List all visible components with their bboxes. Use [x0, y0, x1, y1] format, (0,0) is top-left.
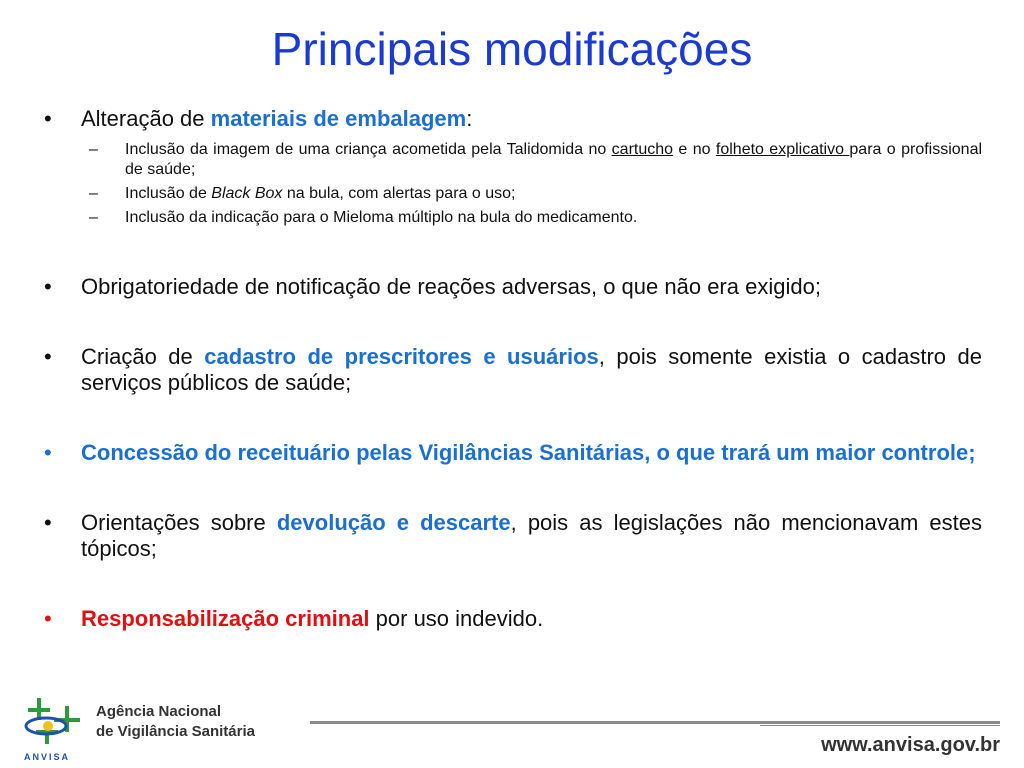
sub-marker: –	[89, 209, 98, 226]
bullet-item	[44, 510, 982, 562]
slide-title: Principais modificações	[271, 23, 753, 75]
sub-list	[89, 140, 982, 228]
sub-item	[89, 140, 982, 180]
bullet-marker: •	[44, 344, 52, 369]
italic-term: Black Box	[211, 185, 283, 202]
anvisa-logo-icon	[14, 690, 94, 764]
sub-text-part: Inclusão da imagem de uma criança acometida pela Talidomida no	[125, 141, 612, 158]
bullet-text	[81, 606, 982, 632]
bullet-text-suffix: :	[466, 106, 473, 131]
sub-text-part: na bula, com alertas para o uso;	[282, 185, 516, 202]
bullet-list	[44, 106, 982, 676]
underlined-term-cartucho: cartucho	[611, 141, 674, 158]
agency-line: Agência Nacional	[96, 703, 222, 720]
bullet-text-prefix: Orientações sobre	[81, 510, 277, 535]
bullet-highlight: devolução e descarte	[276, 510, 511, 535]
bullet-item	[44, 344, 982, 396]
sub-text-part: e no	[673, 141, 716, 158]
bullet-text-prefix: Criação de	[81, 344, 205, 369]
bullet-text: Obrigatoriedade de notificação de reações adversas, o que não era exigido;	[81, 274, 821, 299]
bullet-marker: •	[44, 440, 52, 465]
footer-divider	[310, 721, 1000, 724]
footer-divider	[760, 725, 1000, 726]
bullet-text	[81, 510, 982, 562]
agency-name	[96, 702, 255, 742]
agency-line: de Vigilância Sanitária	[96, 723, 255, 740]
bullet-text-prefix: Alteração de	[81, 106, 211, 131]
sub-text	[125, 140, 982, 180]
sub-item	[89, 184, 982, 204]
bullet-item	[44, 440, 982, 466]
bullet-text: Concessão do receituário pelas Vigilâncias Sanitárias, o que trará um maior controle;	[81, 440, 976, 465]
bullet-marker: •	[44, 274, 52, 299]
bullet-text	[81, 344, 982, 396]
bullet-marker: •	[44, 106, 52, 131]
sub-item	[89, 208, 982, 228]
bullet-item	[44, 106, 982, 132]
sub-marker: –	[89, 141, 98, 158]
sub-text	[125, 184, 982, 204]
sub-text: Inclusão da indicação para o Mieloma múltiplo na bula do medicamento.	[125, 209, 638, 226]
bullet-text-suffix: , pois somente existia o cadastro de serviços públicos de saúde;	[81, 344, 983, 395]
bullet-text	[81, 106, 982, 132]
website-link[interactable]: www.anvisa.gov.br	[821, 734, 1000, 756]
bullet-highlight: Responsabilização criminal	[81, 606, 370, 631]
sub-marker: –	[89, 185, 98, 202]
logo-lettering: ANVISA	[24, 752, 71, 762]
bullet-highlight: materiais de embalagem	[210, 106, 467, 131]
bullet-highlight: cadastro de prescritores e usuários	[204, 344, 599, 369]
bullet-text-suffix: por uso indevido.	[369, 606, 544, 631]
bullet-item	[44, 606, 982, 632]
bullet-marker: •	[44, 606, 52, 631]
sub-text-part: Inclusão de	[125, 185, 212, 202]
bullet-marker: •	[44, 510, 52, 535]
sub-text-part: para o profissional de saúde;	[125, 141, 983, 178]
bullet-item	[44, 274, 982, 300]
underlined-term-folheto: folheto explicativo	[715, 141, 850, 158]
bullet-text-suffix: , pois as legislações não mencionavam estes tópicos;	[81, 510, 982, 561]
